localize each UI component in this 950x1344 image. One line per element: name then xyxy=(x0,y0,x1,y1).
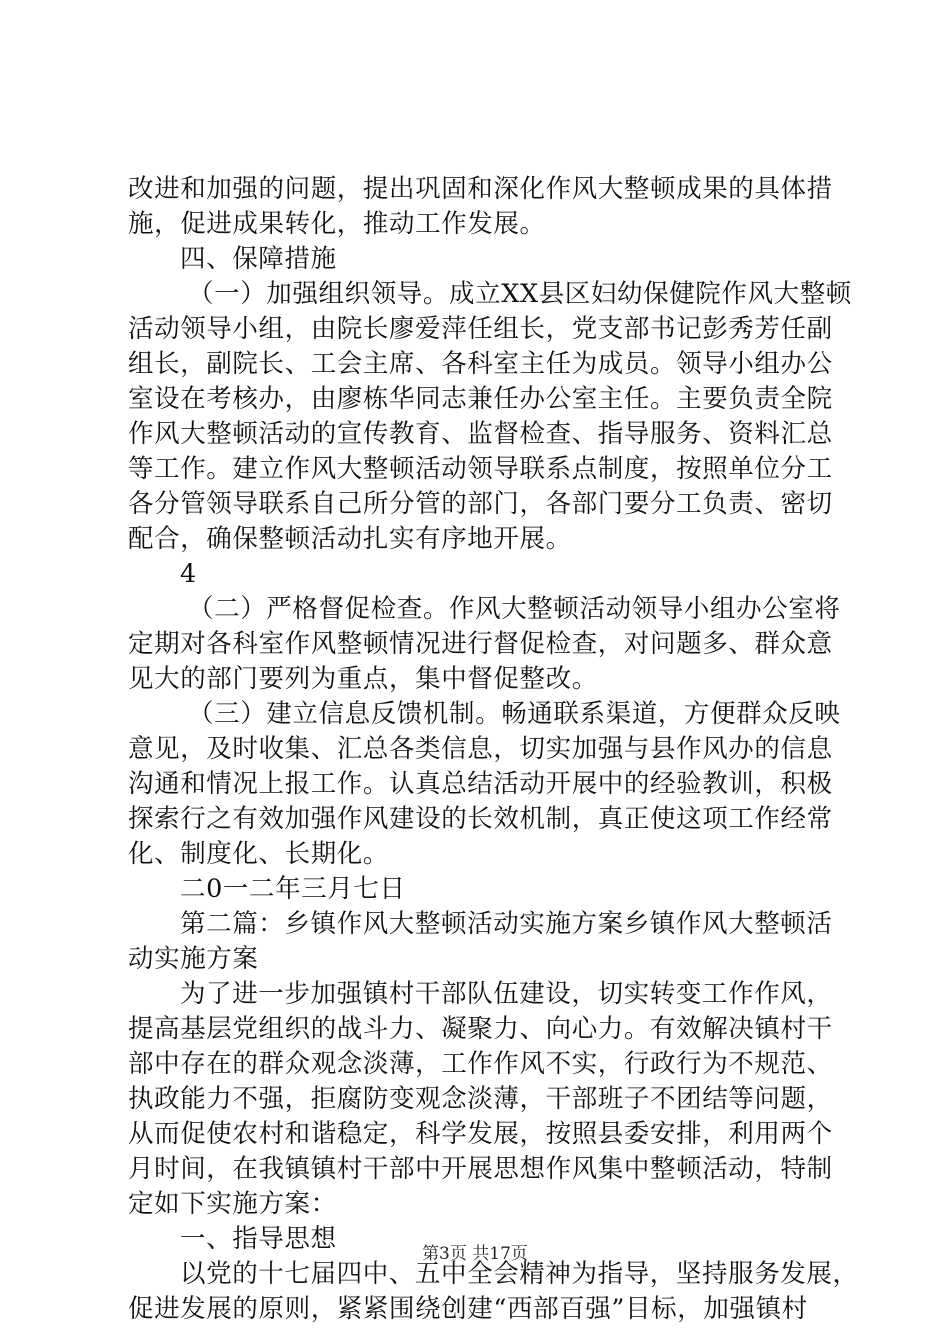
text-line: 定期对各科室作风整顿情况进行督促检查，对问题多、群众意 xyxy=(128,629,833,659)
text-line: （一）加强组织领导。成立XX县区妇幼保健院作风大整顿 xyxy=(188,279,852,309)
text-line: 四、保障措施 xyxy=(180,244,337,274)
text-line: 执政能力不强，拒腐防变观念淡薄，干部班子不团结等问题， xyxy=(128,1084,833,1114)
text-line: 意见，及时收集、汇总各类信息，切实加强与县作风办的信息 xyxy=(128,734,833,764)
text-line: 促进发展的原则，紧紧围绕创建“西部百强”目标，加强镇村 xyxy=(128,1294,808,1324)
text-line: 施，促进成果转化，推动工作发展。 xyxy=(128,209,546,239)
text-line: 动实施方案 xyxy=(128,944,259,974)
document-body xyxy=(128,172,859,1327)
text-line: 部中存在的群众观念淡薄，工作作风不实，行政行为不规范、 xyxy=(128,1049,833,1079)
page-footer: 第3页 共17页 xyxy=(422,1244,528,1264)
text-line: 等工作。建立作风大整顿活动领导联系点制度，按照单位分工 xyxy=(128,454,833,484)
text-line: 见大的部门要列为重点，集中督促整改。 xyxy=(128,664,598,694)
text-line: （二）严格督促检查。作风大整顿活动领导小组办公室将 xyxy=(188,594,841,624)
text-line: 各分管领导联系自己所分管的部门，各部门要分工负责、密切 xyxy=(128,489,833,519)
text-line: （三）建立信息反馈机制。畅通联系渠道，方便群众反映 xyxy=(188,699,841,729)
text-line: 配合，确保整顿活动扎实有序地开展。 xyxy=(128,524,572,554)
text-line: 提高基层党组织的战斗力、凝聚力、向心力。有效解决镇村干 xyxy=(128,1014,833,1044)
text-line: 二0一二年三月七日 xyxy=(180,874,406,904)
text-line: 以党的十七届四中、五中全会精神为指导，坚持服务发展， xyxy=(180,1259,859,1289)
text-line: 改进和加强的问题，提出巩固和深化作风大整顿成果的具体措 xyxy=(128,174,833,204)
text-line: 4 xyxy=(180,559,197,589)
text-line: 室设在考核办，由廖栋华同志兼任办公室主任。主要负责全院 xyxy=(128,384,833,414)
text-line: 作风大整顿活动的宣传教育、监督检查、指导服务、资料汇总 xyxy=(128,419,833,449)
text-line: 定如下实施方案： xyxy=(128,1189,337,1219)
text-line: 月时间，在我镇镇村干部中开展思想作风集中整顿活动，特制 xyxy=(128,1154,833,1184)
text-line: 为了进一步加强镇村干部队伍建设，切实转变工作作风， xyxy=(180,979,833,1009)
text-line: 一、指导思想 xyxy=(180,1224,337,1254)
text-line: 沟通和情况上报工作。认真总结活动开展中的经验教训，积极 xyxy=(128,769,833,799)
text-line: 从而促使农村和谐稳定，科学发展，按照县委安排，利用两个 xyxy=(128,1119,833,1149)
text-line: 活动领导小组，由院长廖爱萍任组长，党支部书记彭秀芳任副 xyxy=(128,314,833,344)
text-line: 第二篇：乡镇作风大整顿活动实施方案乡镇作风大整顿活 xyxy=(180,909,833,939)
text-line: 化、制度化、长期化。 xyxy=(128,839,390,869)
text-line: 探索行之有效加强作风建设的长效机制，真正使这项工作经常 xyxy=(128,804,833,834)
text-line: 组长，副院长、工会主席、各科室主任为成员。领导小组办公 xyxy=(128,349,833,379)
